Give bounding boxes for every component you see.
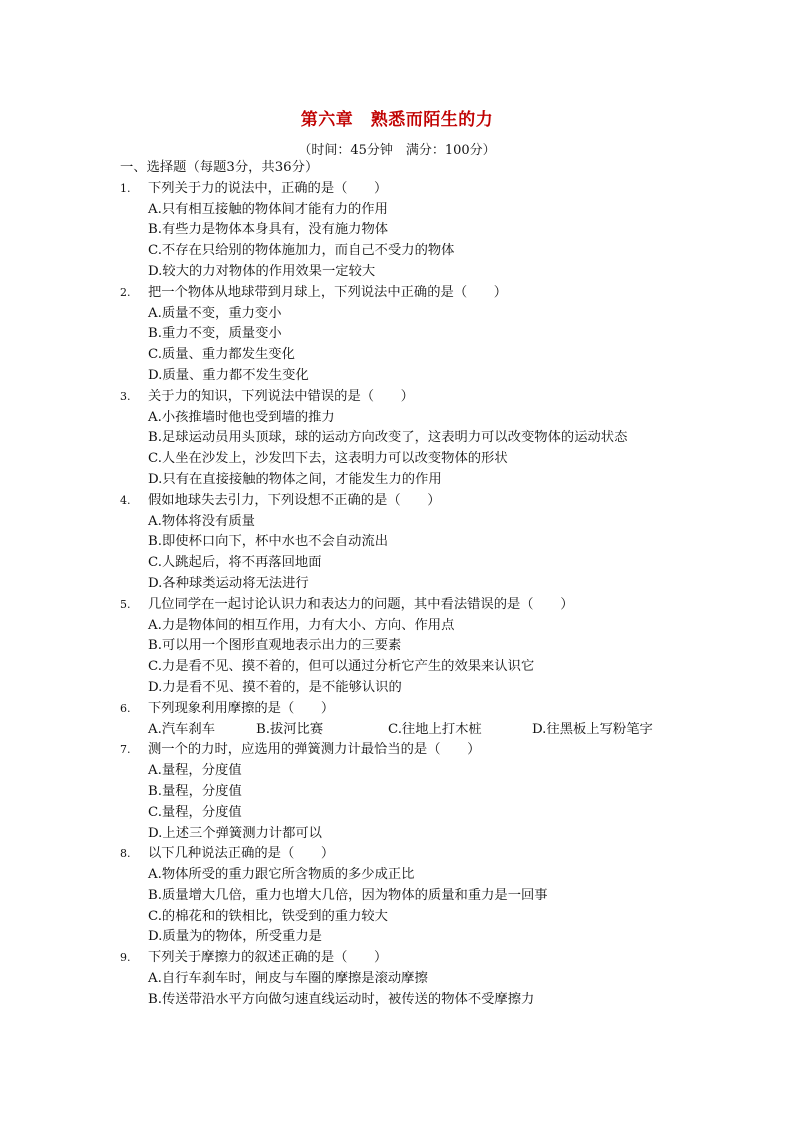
question-stem: 3. 关于力的知识，下列说法中错误的是（ ）	[120, 387, 690, 408]
option-a: A.小孩推墙时他也受到墙的推力	[148, 409, 335, 425]
question-number: 4.	[120, 493, 131, 507]
option-d: D.力是看不见、摸不着的，是不能够认识的	[148, 679, 402, 695]
option-d: D.质量、重力都不发生变化	[148, 367, 309, 383]
option-list	[120, 408, 690, 491]
option-c: C.量程，分度值	[148, 804, 242, 820]
section-title: 一、选择题（每题3分，共36分）	[120, 160, 319, 175]
option-a: A.自行车刹车时，闸皮与车圈的摩擦是滚动摩擦	[148, 971, 428, 987]
question-list	[120, 158, 690, 1011]
option-list	[120, 969, 690, 1011]
option-list	[120, 200, 690, 283]
question-3	[120, 387, 690, 491]
question-stem: 6. 下列现象利用摩擦的是（ ）	[120, 699, 690, 720]
option-b: B.质量增大几倍，重力也增大几倍，因为物体的质量和重力是一回事	[148, 887, 548, 903]
question-5	[120, 595, 690, 699]
option-list	[120, 616, 690, 699]
option-d: D.较大的力对物体的作用效果一定较大	[148, 263, 376, 279]
option-c: C.质量、重力都发生变化	[148, 347, 295, 363]
option-a: A.量程，分度值	[148, 763, 242, 779]
question-stem: 4. 假如地球失去引力，下列设想不正确的是（ ）	[120, 491, 690, 512]
question-stem: 8. 以下几种说法正确的是（ ）	[120, 844, 690, 865]
option-b: B.可以用一个图形直观地表示出力的三要素	[148, 638, 402, 654]
option-a: A.物体所受的重力跟它所含物质的多少成正比	[148, 867, 415, 883]
option-list	[120, 304, 690, 387]
question-number: 6.	[120, 701, 131, 715]
option-a: A.汽车刹车	[148, 721, 216, 737]
option-list	[120, 512, 690, 595]
question-stem: 2. 把一个物体从地球带到月球上，下列说法中正确的是（ ）	[120, 283, 690, 304]
option-c: C.的棉花和的铁相比，铁受到的重力较大	[148, 908, 388, 924]
option-c: C.往地上打木桩	[388, 721, 482, 737]
option-b: B.足球运动员用头顶球，球的运动方向改变了，这表明力可以改变物体的运动状态	[148, 430, 628, 446]
option-list	[120, 720, 690, 741]
option-list	[120, 865, 690, 948]
option-b: B.即使杯口向下，杯中水也不会自动流出	[148, 534, 389, 550]
option-d: D.只有在直接接触的物体之间，才能发生力的作用	[148, 471, 442, 487]
question-stem: 5. 几位同学在一起讨论认识力和表达力的问题，其中看法错误的是（ ）	[120, 595, 690, 616]
option-a: A.力是物体间的相互作用，力有大小、方向、作用点	[148, 617, 455, 633]
option-b: B.量程，分度值	[148, 783, 242, 799]
option-b: B.有些力是物体本身具有，没有施力物体	[148, 222, 389, 238]
option-d: D.往黑板上写粉笔字	[532, 721, 653, 737]
option-list	[120, 761, 690, 844]
question-6	[120, 699, 690, 741]
option-a: A.物体将没有质量	[148, 513, 255, 529]
question-8	[120, 844, 690, 948]
question-number: 1.	[120, 181, 131, 195]
question-stem: 9. 下列关于摩擦力的叙述正确的是（ ）	[120, 948, 690, 969]
question-number: 7.	[120, 743, 131, 757]
option-c: C.不存在只给别的物体施加力，而自己不受力的物体	[148, 243, 455, 259]
question-number: 2.	[120, 285, 131, 299]
question-1	[120, 179, 690, 283]
question-stem: 1. 下列关于力的说法中，正确的是（ ）	[120, 179, 690, 200]
option-a: A.质量不变，重力变小	[148, 305, 282, 321]
question-number: 9.	[120, 951, 131, 965]
question-2	[120, 283, 690, 387]
question-4	[120, 491, 690, 595]
question-9	[120, 948, 690, 1010]
option-d: D.质量为的物体，所受重力是	[148, 929, 322, 945]
option-a: A.只有相互接触的物体间才能有力的作用	[148, 201, 388, 217]
option-c: C.人坐在沙发上，沙发凹下去，这表明力可以改变物体的形状	[148, 451, 508, 467]
option-c: C.人跳起后，将不再落回地面	[148, 555, 322, 571]
question-number: 5.	[120, 597, 131, 611]
question-7	[120, 740, 690, 844]
chapter-title: 第六章 熟悉而陌生的力	[300, 110, 494, 130]
option-b: B.传送带沿水平方向做匀速直线运动时，被传送的物体不受摩擦力	[148, 991, 535, 1007]
question-number: 3.	[120, 389, 131, 403]
option-b: B.拔河比赛	[256, 721, 324, 737]
option-c: C.力是看不见、摸不着的，但可以通过分析它产生的效果来认识它	[148, 659, 535, 675]
question-stem: 7. 测一个的力时，应选用的弹簧测力计最恰当的是（ ）	[120, 740, 690, 761]
option-d: D.上述三个弹簧测力计都可以	[148, 825, 322, 841]
exam-info: （时间：45分钟 满分：100分）	[298, 143, 496, 158]
option-d: D.各种球类运动将无法进行	[148, 575, 309, 591]
option-b: B.重力不变，质量变小	[148, 326, 282, 342]
question-number: 8.	[120, 847, 131, 861]
